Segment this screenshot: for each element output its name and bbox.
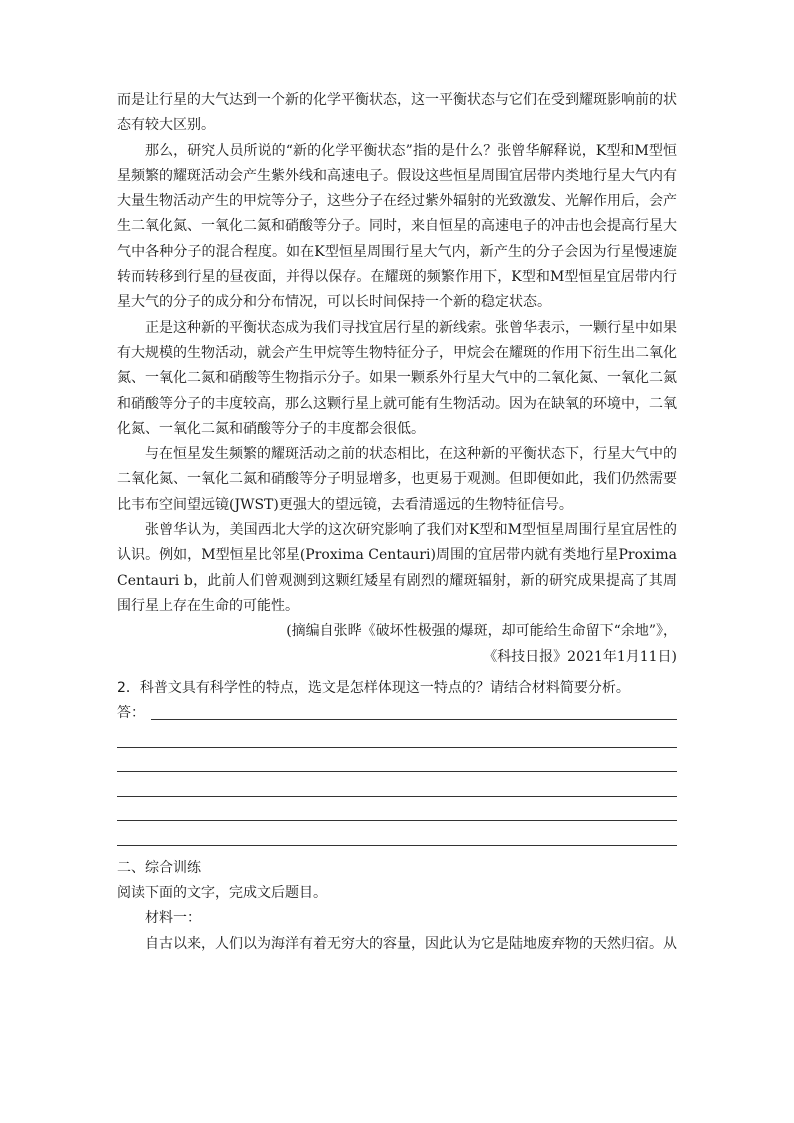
passage-paragraph-2: 正是这种新的平衡状态成为我们寻找宜居行星的新线索。张曾华表示，一颗行星中如果有大规模的生物活动，就会产生甲烷等生物特征分子，甲烷会在耀斑的作用下衍生出二氧化氮、一氧化二氮和硝酸等生物指示分子。如果一颗系外行星大气中的二氧化氮、一氧化二氮和硝酸等分子的丰度较高，那么这颗行星上就可能有生物活动。因为在缺氧的环境中，二氧化氮、一氧化二氮和硝酸等分子的丰度都会很低。 xyxy=(117,319,677,437)
document-page xyxy=(117,88,677,957)
answer-row xyxy=(117,701,677,723)
material-label: 材料一： xyxy=(145,910,201,927)
passage-paragraph-0: 而是让行星的大气达到一个新的化学平衡状态，这一平衡状态与它们在受到耀斑影响前的状态有较大区别。 xyxy=(117,92,677,134)
answer-line-4[interactable] xyxy=(117,772,677,797)
answer-line-3[interactable] xyxy=(117,748,677,773)
source-citation-line-1: (摘编自张晔《破坏性极强的爆斑，却可能给生命留下“余地”》， xyxy=(286,623,677,640)
answer-line-5[interactable] xyxy=(117,797,677,822)
answer-label: 答： xyxy=(117,705,145,722)
material-first-line: 自古以来，人们以为海洋有着无穷大的容量，因此认为它是陆地废弃物的天然归宿。从 xyxy=(145,935,677,952)
answer-line-2[interactable] xyxy=(117,723,677,748)
answer-line-6[interactable] xyxy=(117,821,677,846)
passage-paragraph-1: 那么，研究人员所说的“新的化学平衡状态”指的是什么？张曾华解释说，K型和M型恒星频繁的耀斑活动会产生紫外线和高速电子。假设这些恒星周围宜居带内类地行星大气内有大量生物活动产生的甲烷等分子，这些分子在经过紫外辐射的光致激发、光解作用后，会产生二氧化氮、一氧化二氮和硝酸等分子。同时，来自恒星的高速电子的冲击也会提高行星大气中各种分子的混合程度。如在K型恒星周围行星大气内，新产生的分子会因为行星慢速旋转而转移到行星的昼夜面，并得以保存。在耀斑的频繁作用下，K型和M型恒星宜居带内行星大气的分子的成分和分布情况，可以长时间保持一个新的稳定状态。 xyxy=(117,142,677,311)
answer-line-1[interactable] xyxy=(151,719,677,720)
question-2-text: 2．科普文具有科学性的特点，选文是怎样体现这一特点的？请结合材料简要分析。 xyxy=(117,679,630,696)
passage-paragraph-3: 与在恒星发生频繁的耀斑活动之前的状态相比，在这种新的平衡状态下，行星大气中的二氧化氮、一氧化二氮和硝酸等分子明显增多，也更易于观测。但即便如此，我们仍然需要比韦布空间望远镜(JWST)更强大的望远镜，去看清遥远的生物特征信号。 xyxy=(117,446,677,513)
passage-paragraph-4: 张曾华认为，美国西北大学的这次研究影响了我们对K型和M型恒星周围行星宜居性的认识。例如，M型恒星比邻星(Proxima Centauri)周围的宜居带内就有类地行星Proxima Centauri b，此前人们曾观测到这颗红矮星有剧烈的耀斑辐射，新的研究成果提高了其周围行星上存在生命的可能性。 xyxy=(117,522,677,614)
section-instruction: 阅读下面的文字，完成文后题目。 xyxy=(117,884,327,901)
section-heading: 二、综合训练 xyxy=(117,859,201,876)
source-citation-line-2: 《科技日报》2021年1月11日) xyxy=(483,648,677,665)
